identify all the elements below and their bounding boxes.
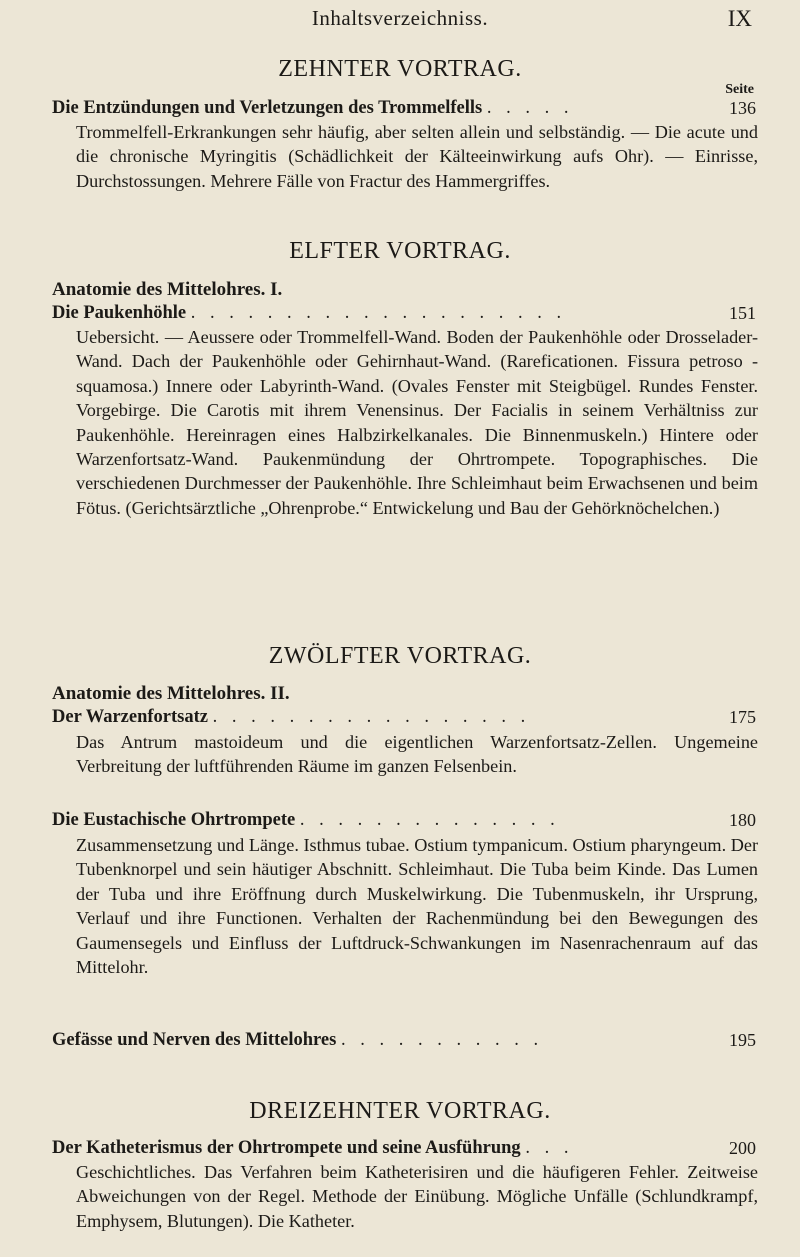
toc-page-number: 200	[725, 1138, 756, 1159]
seite-label: Seite	[725, 82, 754, 97]
running-head-title: Inhaltsverzeichniss.	[311, 6, 489, 30]
lecture-heading-10: ZEHNTER VORTRAG.	[278, 56, 522, 82]
leader-dots: . . . . . . . . . . . . . .	[299, 810, 560, 830]
toc-entry-ohrtrompete[interactable]	[52, 810, 762, 834]
toc-entry-description: Uebersicht. — Aeussere oder Trommelfell-Wand. Boden der Paukenhöhle oder Drosselader-Wand. Dach der Paukenhöhle oder Gehirnhaut-Wand. (Rareficationen. Fissura petroso - squamosa.) Innere oder Labyrinth-Wand. (Ovales Fenster mit Steigbügel. Rundes Fenster. Vorgebirge. Die Carotis mit ihrem Venensinus. Der Facialis in seinem Verhältniss zur Paukenhöhle. Hereinragen eines Halbzirkelkanales. Die Binnenmuskeln.) Hintere oder Warzenfortsatz-Wand. Paukenmündung der Ohrtrompete. Topographisches. Die verschiedenen Durchmesser der Paukenhöhle. Ihre Schleimhaut beim Erwachsenen und beim Fötus. (Gerichtsärztliche „Ohrenprobe.“ Entwickelung und Bau der Gehörknöchelchen.)	[76, 327, 758, 518]
leader-dots: . . . . . . . . . . .	[340, 1030, 544, 1050]
page-folio: IX	[727, 6, 752, 31]
toc-page-number: 180	[725, 810, 756, 831]
toc-entry-label: Die Eustachische Ohrtrompete	[52, 810, 296, 830]
toc-entry-katheterismus[interactable]	[52, 1138, 762, 1162]
toc-entry-description: Das Antrum mastoideum und die eigentlichen Warzenfortsatz-Zellen. Ungemeine Verbreitung der luftführenden Räume im ganzen Felsenbein.	[76, 732, 758, 777]
toc-page-number: 136	[725, 98, 756, 119]
running-head	[0, 6, 800, 36]
leader-dots: . . . . .	[486, 98, 574, 118]
leader-dots: . . . . . . . . . . . . . . . . .	[212, 707, 531, 727]
toc-entry-paukenhoehle[interactable]	[52, 303, 762, 327]
toc-page-number: 175	[725, 707, 756, 728]
section-heading: Anatomie des Mittelohres. I.	[52, 279, 283, 300]
toc-entry-label: Der Katheterismus der Ohrtrompete und seine Ausführung	[52, 1138, 521, 1158]
toc-entry-description: Geschichtliches. Das Verfahren beim Katheterisiren und die häufigeren Fehler. Zeitweise Abweichungen von der Regel. Methode der Einübung. Mögliche Unfälle (Schlundkrampf, Emphysem, Blutungen). Die Katheter.	[76, 1162, 758, 1231]
toc-entry-label: Die Entzündungen und Verletzungen des Trommelfells	[52, 98, 483, 118]
toc-entry-warzenfortsatz[interactable]	[52, 707, 762, 731]
toc-page-number: 151	[725, 303, 756, 324]
toc-page-number: 195	[725, 1030, 756, 1051]
lecture-heading-12: ZWÖLFTER VORTRAG.	[268, 643, 532, 669]
toc-entry-description: Trommelfell-Erkrankungen sehr häufig, aber selten allein und selbständig. — Die acute und die chronische Myringitis (Schädlichkeit der Kälteeinwirkung aufs Ohr). — Einrisse, Durchstossungen. Mehrere Fälle von Fractur des Hammergriffes.	[76, 122, 758, 191]
leader-dots: . . .	[525, 1138, 574, 1158]
section-heading: Anatomie des Mittelohres. II.	[52, 683, 290, 704]
toc-entry-description: Zusammensetzung und Länge. Isthmus tubae. Ostium tympanicum. Ostium pharyngeum. Der Tubenknorpel und sein häutiger Abschnitt. Schleimhaut. Die Tuba beim Kinde. Das Lumen der Tuba und ihre Eröffnung durch Muskelwirkung. Die Tubenmuskeln, ihr Ursprung, Verlauf und ihre Functionen. Verhalten der Rachenmündung bei den Bewegungen des Gaumensegels und Einfluss der Luftdruck-Schwankungen im Nasenrachenraum auf das Mittelohr.	[76, 835, 758, 978]
lecture-heading-13: DREIZEHNTER VORTRAG.	[249, 1098, 551, 1124]
toc-entry-gefaesse-nerven[interactable]	[52, 1030, 762, 1054]
lecture-heading-11: ELFTER VORTRAG.	[289, 238, 511, 264]
toc-entry-label: Der Warzenfortsatz	[52, 707, 208, 727]
toc-entry-trommelfell[interactable]	[52, 98, 762, 122]
toc-entry-label: Gefässe und Nerven des Mittelohres	[52, 1030, 337, 1050]
leader-dots: . . . . . . . . . . . . . . . . . . . .	[190, 303, 567, 323]
toc-entry-label: Die Paukenhöhle	[52, 303, 187, 323]
